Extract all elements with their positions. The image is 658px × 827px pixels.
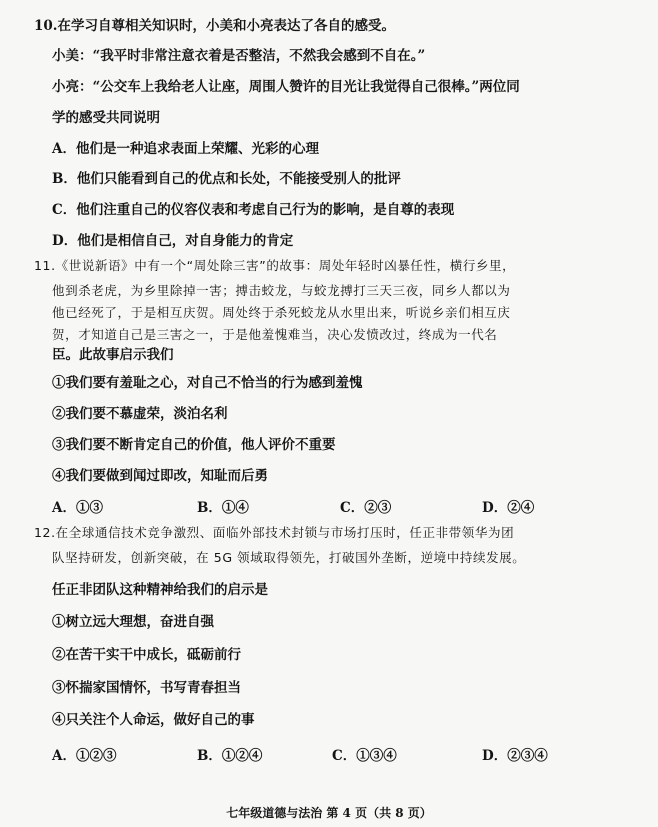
q12-option-c: C．①③④ — [332, 748, 397, 764]
q11-option-a: A．①③ — [52, 500, 103, 516]
q11-stem-line-4: 贺，才知道自己是三害之一，于是他羞愧难当，决心发愤改过，终成为一代名 — [52, 327, 498, 342]
q11-option-d: D．②④ — [482, 500, 535, 516]
q12-option-b: B．①②④ — [197, 748, 263, 764]
q11-item-4: ④我们要做到闻过即改，知耻而后勇 — [52, 468, 268, 484]
q10-xiaomei-quote: 小美：“我平时非常注意衣着是否整洁，不然我会感到不自在。” — [52, 48, 426, 64]
q11-stem-line-3: 他已经死了，于是相互庆贺。周处终于杀死蛟龙从水里出来，听说乡亲们相互庆 — [52, 305, 511, 320]
q11-stem-line-5: 臣。此故事启示我们 — [52, 347, 174, 363]
q12-item-3: ③怀揣家国情怀，书写青春担当 — [52, 680, 241, 696]
q12-item-2: ②在苦干实干中成长，砥砺前行 — [52, 647, 241, 663]
q10-option-c: C．他们注重自己的仪容仪表和考虑自己行为的影响，是自尊的表现 — [52, 202, 455, 218]
q12-item-4: ④只关注个人命运，做好自己的事 — [52, 712, 255, 728]
q10-option-b: B．他们只能看到自己的优点和长处，不能接受别人的批评 — [52, 171, 401, 187]
q10-option-a: A．他们是一种追求表面上荣耀、光彩的心理 — [52, 141, 319, 157]
q11-item-3: ③我们要不断肯定自己的价值，他人评价不重要 — [52, 437, 336, 453]
q11-option-c: C．②③ — [340, 500, 392, 516]
q12-option-d: D．②③④ — [482, 748, 548, 764]
q10-stem-end: 学的感受共同说明 — [52, 110, 160, 126]
q12-stem-line-3: 任正非团队这种精神给我们的启示是 — [52, 582, 268, 598]
q11-stem-line-2: 他到杀老虎，为乡里除掉一害；搏击蛟龙，与蛟龙搏打三天三夜，同乡人都以为 — [52, 283, 511, 298]
page-footer: 七年级道德与法治 第 4 页（共 8 页） — [226, 806, 432, 820]
q12-option-a: A．①②③ — [52, 748, 117, 764]
q11-option-b: B．①④ — [197, 500, 249, 516]
q12-stem-line-1: 12.在全球通信技术竞争激烈、面临外部技术封锁与市场打压时，任正非带领华为团 — [34, 525, 515, 540]
q10-stem: 10.在学习自尊相关知识时，小美和小亮表达了各自的感受。 — [34, 18, 395, 34]
q10-xiaoliang-quote: 小亮：“公交车上我给老人让座，周围人赞许的目光让我觉得自己很棒。”两位同 — [52, 79, 520, 95]
q12-item-1: ①树立远大理想，奋进自强 — [52, 614, 214, 630]
q12-stem-line-2: 队坚持研发，创新突破，在 5G 领域取得领先，打破国外垄断，逆境中持续发展。 — [52, 550, 526, 565]
q10-option-d: D．他们是相信自己，对自身能力的肯定 — [52, 233, 294, 249]
q11-item-2: ②我们要不慕虚荣，淡泊名利 — [52, 406, 228, 422]
q11-stem-line-1: 11.《世说新语》中有一个“周处除三害”的故事：周处年轻时凶暴任性，横行乡里， — [34, 258, 516, 273]
q11-item-1: ①我们要有羞耻之心，对自己不恰当的行为感到羞愧 — [52, 375, 363, 391]
